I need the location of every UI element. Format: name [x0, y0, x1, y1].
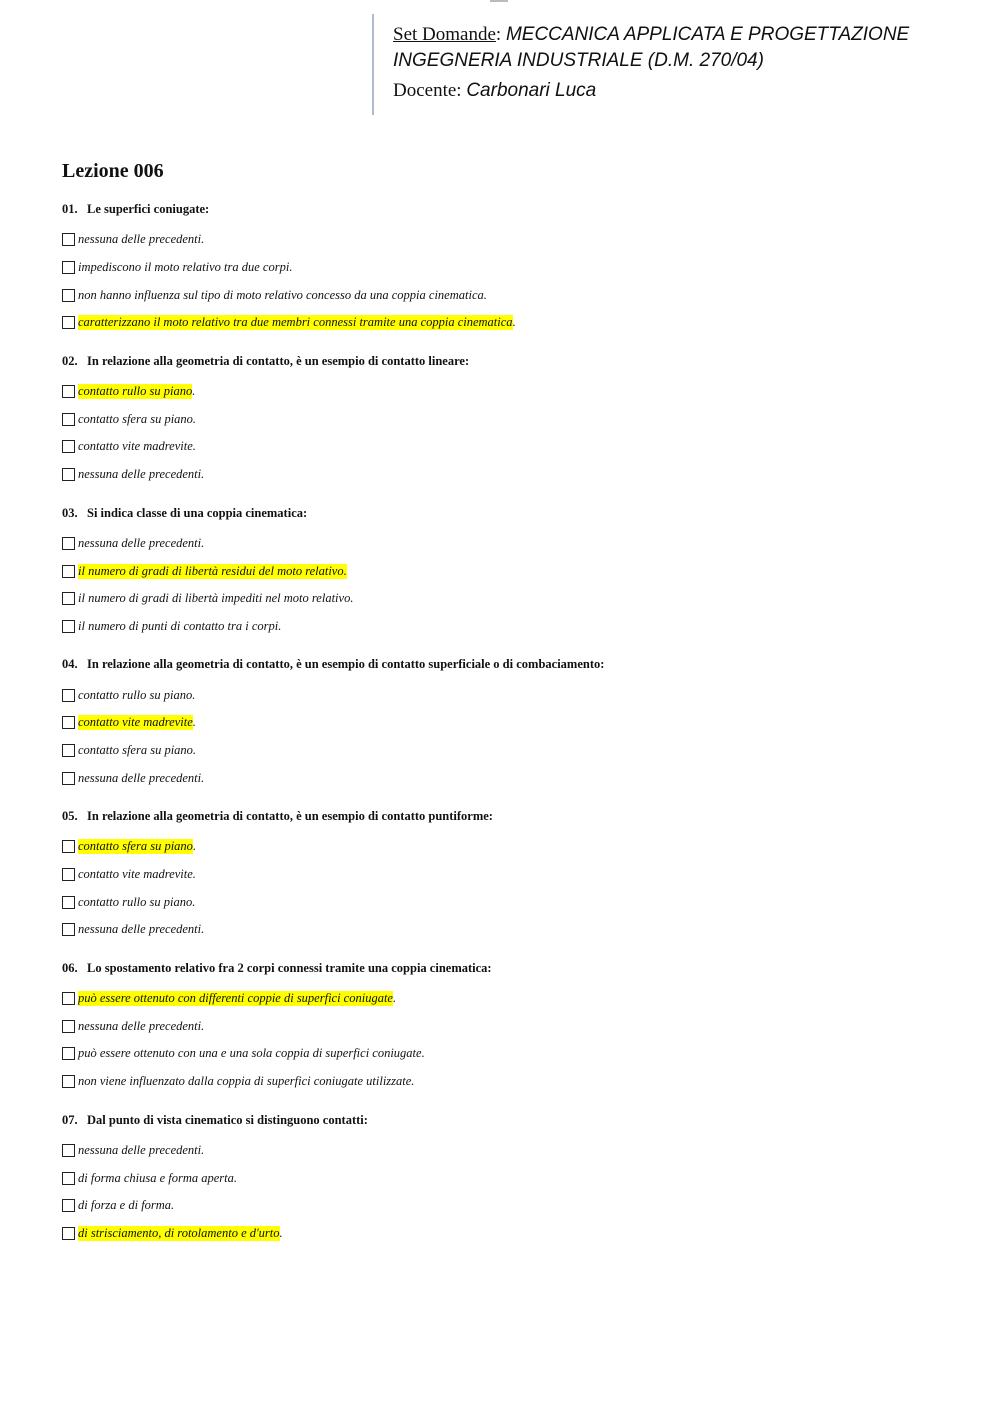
question-title — [62, 352, 942, 371]
answer-suffix: . — [192, 384, 196, 399]
answer-checkbox[interactable] — [62, 592, 75, 605]
answer-text: non viene influenzato dalla coppia di superfici coniugate utilizzate. — [78, 1074, 415, 1089]
answer-checkbox[interactable] — [62, 1227, 75, 1240]
question-number: 07. — [62, 1112, 78, 1127]
question-block — [62, 807, 942, 944]
question-title — [62, 504, 942, 523]
answer-checkbox[interactable] — [62, 289, 75, 302]
answer-checkbox[interactable] — [62, 1047, 75, 1060]
answer-text: nessuna delle precedenti. — [78, 922, 205, 937]
answer-checkbox[interactable] — [62, 440, 75, 453]
answer-option[interactable] — [62, 254, 942, 282]
set-domande-label: Set Domande — [393, 24, 496, 45]
answer-option[interactable] — [62, 709, 942, 737]
answer-text: il numero di gradi di libertà impediti nel moto relativo. — [78, 591, 354, 606]
question-title — [62, 1111, 942, 1130]
answer-option[interactable] — [62, 309, 942, 337]
answer-checkbox[interactable] — [62, 840, 75, 853]
answer-checkbox[interactable] — [62, 233, 75, 246]
answer-checkbox[interactable] — [62, 1199, 75, 1212]
answer-text: contatto rullo su piano. — [78, 894, 196, 909]
answer-suffix: . — [279, 1225, 283, 1240]
answer-checkbox[interactable] — [62, 413, 75, 426]
answer-option[interactable] — [62, 585, 942, 613]
answer-option[interactable] — [62, 530, 942, 558]
set-domande-line — [393, 22, 952, 48]
answer-option[interactable] — [62, 281, 942, 309]
answer-checkbox[interactable] — [62, 1020, 75, 1033]
question-text: Le superfici coniugate: — [87, 202, 210, 216]
question-number: 04. — [62, 657, 78, 672]
answer-text: contatto vite madrevite. — [78, 867, 196, 882]
answer-option[interactable] — [62, 557, 942, 585]
answer-checkbox[interactable] — [62, 316, 75, 329]
answer-checkbox[interactable] — [62, 689, 75, 702]
answer-text: di forma chiusa e forma aperta. — [78, 1170, 238, 1185]
question-text: In relazione alla geometria di contatto, è un esempio di contatto lineare: — [87, 353, 470, 368]
correct-answer-text: il numero di gradi di libertà residui del moto relativo. — [78, 563, 347, 578]
answer-text: di forza e di forma. — [78, 1198, 175, 1213]
answer-checkbox[interactable] — [62, 620, 75, 633]
answer-option[interactable] — [62, 764, 942, 792]
docente-label: Docente: — [393, 80, 462, 101]
question-text: In relazione alla geometria di contatto, è un esempio di contatto puntiforme: — [87, 809, 493, 823]
answer-option[interactable] — [62, 1137, 942, 1165]
question-title — [62, 807, 942, 826]
question-block — [62, 1111, 942, 1248]
answer-text: il numero di punti di contatto tra i corpi. — [78, 618, 282, 633]
question-title — [62, 959, 942, 978]
answer-text: nessuna delle precedenti. — [78, 535, 205, 550]
answer-checkbox[interactable] — [62, 468, 75, 481]
answer-text: contatto sfera su piano. — [78, 742, 197, 757]
correct-answer-text: può essere ottenuto con differenti coppie di superfici coniugate — [78, 991, 393, 1006]
answer-option[interactable] — [62, 378, 942, 406]
question-block — [62, 655, 942, 792]
correct-answer-text: caratterizzano il moto relativo tra due membri connessi tramite una coppia cinematica — [78, 315, 513, 330]
answer-text: nessuna delle precedenti. — [78, 770, 205, 785]
question-title — [62, 200, 942, 219]
answer-option[interactable] — [62, 1220, 942, 1248]
question-number: 01. — [62, 202, 78, 216]
question-block — [62, 200, 942, 337]
answer-option[interactable] — [62, 833, 942, 861]
answer-suffix: . — [192, 715, 196, 730]
answer-checkbox[interactable] — [62, 896, 75, 909]
answer-option[interactable] — [62, 461, 942, 489]
answer-checkbox[interactable] — [62, 1144, 75, 1157]
set-domande-colon: : — [495, 24, 502, 45]
docente-name: Carbonari Luca — [466, 80, 597, 101]
docente-line — [393, 78, 952, 104]
answer-option[interactable] — [62, 226, 942, 254]
answer-text: nessuna delle precedenti. — [78, 232, 205, 247]
answer-text: non hanno influenza sul tipo di moto relativo concesso da una coppia cinematica. — [78, 287, 487, 302]
answer-checkbox[interactable] — [62, 385, 75, 398]
question-block — [62, 352, 942, 489]
answer-option[interactable] — [62, 888, 942, 916]
question-text: Si indica classe di una coppia cinematica: — [87, 505, 308, 520]
answer-text: contatto vite madrevite. — [78, 439, 196, 454]
top-page-mark — [490, 0, 508, 2]
header-block — [372, 14, 952, 115]
question-title — [62, 655, 942, 674]
answer-option[interactable] — [62, 1040, 942, 1068]
course-title-line1: MECCANICA APPLICATA E PROGETTAZIONE — [505, 24, 910, 45]
answer-option[interactable] — [62, 1192, 942, 1220]
question-text: In relazione alla geometria di contatto, è un esempio di contatto superficiale o di combaciamento: — [87, 657, 605, 672]
answer-option[interactable] — [62, 613, 942, 641]
answer-checkbox[interactable] — [62, 868, 75, 881]
answer-checkbox[interactable] — [62, 565, 75, 578]
answer-text: contatto sfera su piano. — [78, 411, 197, 426]
lesson-title: Lezione 006 — [62, 160, 164, 182]
correct-answer-text: contatto sfera su piano — [78, 839, 193, 854]
course-title-line2: INGEGNERIA INDUSTRIALE (D.M. 270/04) — [393, 50, 764, 71]
answer-option[interactable] — [62, 405, 942, 433]
answer-text: impediscono il moto relativo tra due corpi. — [78, 260, 293, 275]
answer-checkbox[interactable] — [62, 537, 75, 550]
answer-option[interactable] — [62, 985, 942, 1013]
answer-text: nessuna delle precedenti. — [78, 1018, 205, 1033]
answer-checkbox[interactable] — [62, 716, 75, 729]
answer-checkbox[interactable] — [62, 744, 75, 757]
correct-answer-text: contatto rullo su piano — [78, 384, 193, 399]
question-number: 02. — [62, 353, 78, 368]
correct-answer-text: contatto vite madrevite — [78, 715, 193, 730]
answer-checkbox[interactable] — [62, 772, 75, 785]
answer-checkbox[interactable] — [62, 1075, 75, 1088]
answer-option[interactable] — [62, 1012, 942, 1040]
questions-list — [62, 200, 942, 1262]
answer-checkbox[interactable] — [62, 261, 75, 274]
question-number: 06. — [62, 960, 78, 975]
question-text: Dal punto di vista cinematico si distinguono contatti: — [87, 1112, 368, 1127]
question-number: 05. — [62, 809, 78, 823]
answer-option[interactable] — [62, 681, 942, 709]
answer-text: nessuna delle precedenti. — [78, 1142, 205, 1157]
answer-text: nessuna delle precedenti. — [78, 467, 205, 482]
answer-option[interactable] — [62, 737, 942, 765]
question-number: 03. — [62, 505, 78, 520]
correct-answer-text: di strisciamento, di rotolamento e d'urto — [78, 1225, 280, 1240]
answer-checkbox[interactable] — [62, 1172, 75, 1185]
answer-option[interactable] — [62, 1164, 942, 1192]
answer-text: può essere ottenuto con una e una sola coppia di superfici coniugate. — [78, 1046, 425, 1061]
answer-text: contatto rullo su piano. — [78, 687, 196, 702]
answer-checkbox[interactable] — [62, 992, 75, 1005]
answer-checkbox[interactable] — [62, 923, 75, 936]
answer-option[interactable] — [62, 1068, 942, 1096]
question-block — [62, 959, 942, 1096]
question-block — [62, 504, 942, 641]
answer-option[interactable] — [62, 433, 942, 461]
answer-suffix: . — [512, 315, 516, 330]
answer-suffix: . — [192, 839, 197, 854]
answer-option[interactable] — [62, 861, 942, 889]
question-text: Lo spostamento relativo fra 2 corpi connessi tramite una coppia cinematica: — [87, 960, 492, 975]
answer-option[interactable] — [62, 916, 942, 944]
answer-suffix: . — [392, 991, 397, 1006]
